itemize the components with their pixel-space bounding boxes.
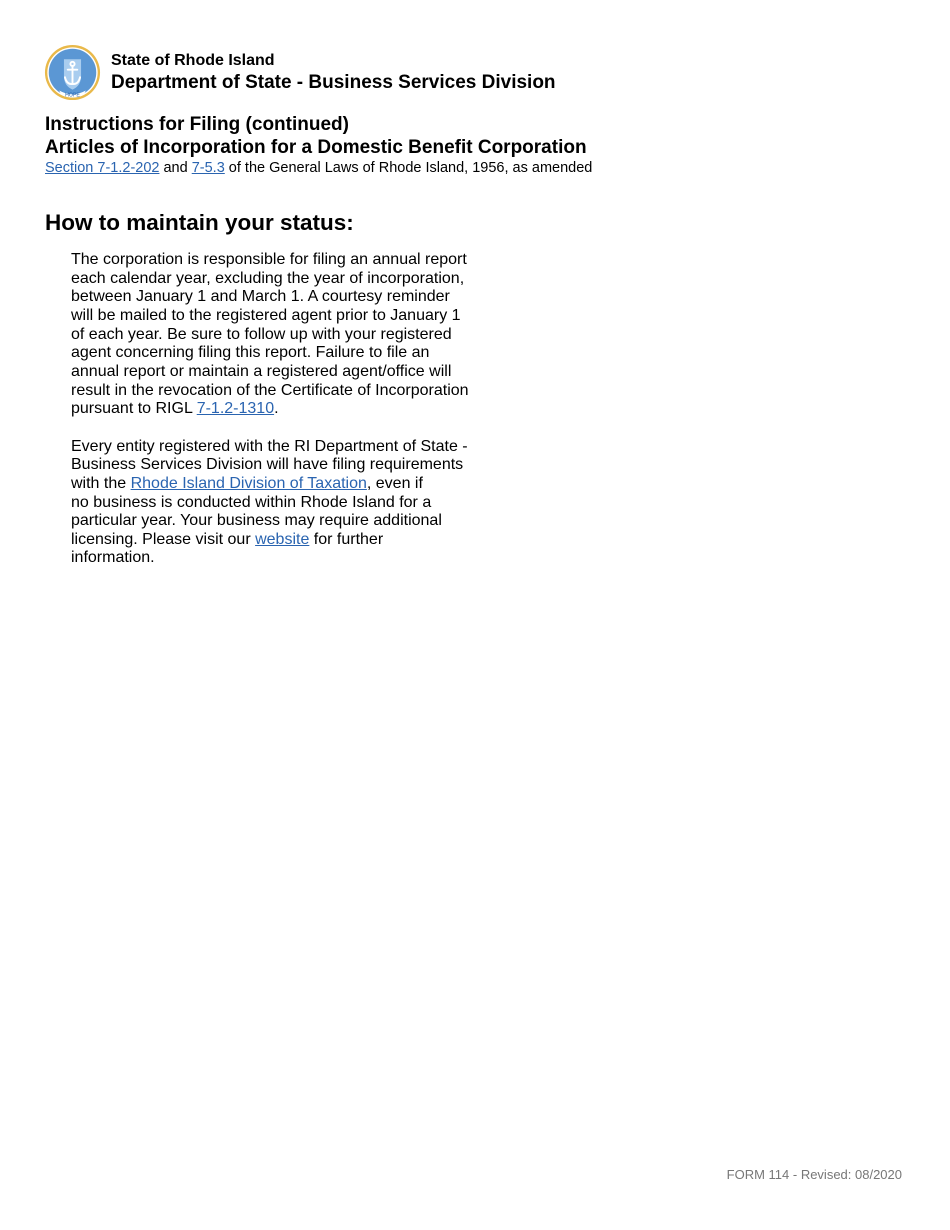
document-titles [45,113,592,177]
section-heading: How to maintain your status: [45,210,354,235]
agency-header [111,51,556,95]
section-7-5-3-link[interactable]: 7-5.3 [191,160,225,176]
state-seal-logo [44,44,101,101]
paragraph1-end: . [274,400,279,418]
rigl-7-1-2-1310-link[interactable]: 7-1.2-1310 [196,400,275,418]
form-revision-footer: FORM 114 - Revised: 08/2020 [726,1167,902,1182]
paragraph2-text-c: for further information. [71,530,384,567]
paragraph1-text: The corporation is responsible for filing an annual report each calendar year, excluding the year of incorporation, between January 1 and March 1. A courtesy reminder will be mailed to the registered agent prior to January 1 of each year. Be sure to follow up with your registered agent concerning filing this report. Failure to file an annual report or maintain a registered agent/office will result in the revocation of the Certificate of Incorporation pursuant to RIGL [71,251,469,418]
citation-and-text: and [159,160,192,176]
law-citation [45,159,592,177]
requirements-paragraph [71,438,471,569]
paragraph2-text-b: , even if no business is conducted within Rhode Island for a particular year. Your business may require additional licensing. Please visit our [71,474,442,548]
division-name: Department of State - Business Services Division [111,72,556,93]
annual-report-paragraph [71,251,471,419]
section-7-1-2-202-link[interactable]: Section 7-1.2-202 [45,160,160,176]
section-body [71,251,471,568]
instructions-title: Instructions for Filing (continued) [45,114,349,135]
website-link[interactable]: website [255,530,310,548]
citation-rest-text: of the General Laws of Rhode Island, 1956, as amended [224,160,593,176]
articles-title: Articles of Incorporation for a Domestic Benefit Corporation [45,137,587,158]
state-name: State of Rhode Island [111,52,275,69]
division-of-taxation-link[interactable]: Rhode Island Division of Taxation [130,474,367,492]
paragraph2-text-a: Every entity registered with the RI Department of State - Business Services Division will have filing requirements with the [71,437,468,492]
seal-hope-text: HOPE [65,92,80,99]
